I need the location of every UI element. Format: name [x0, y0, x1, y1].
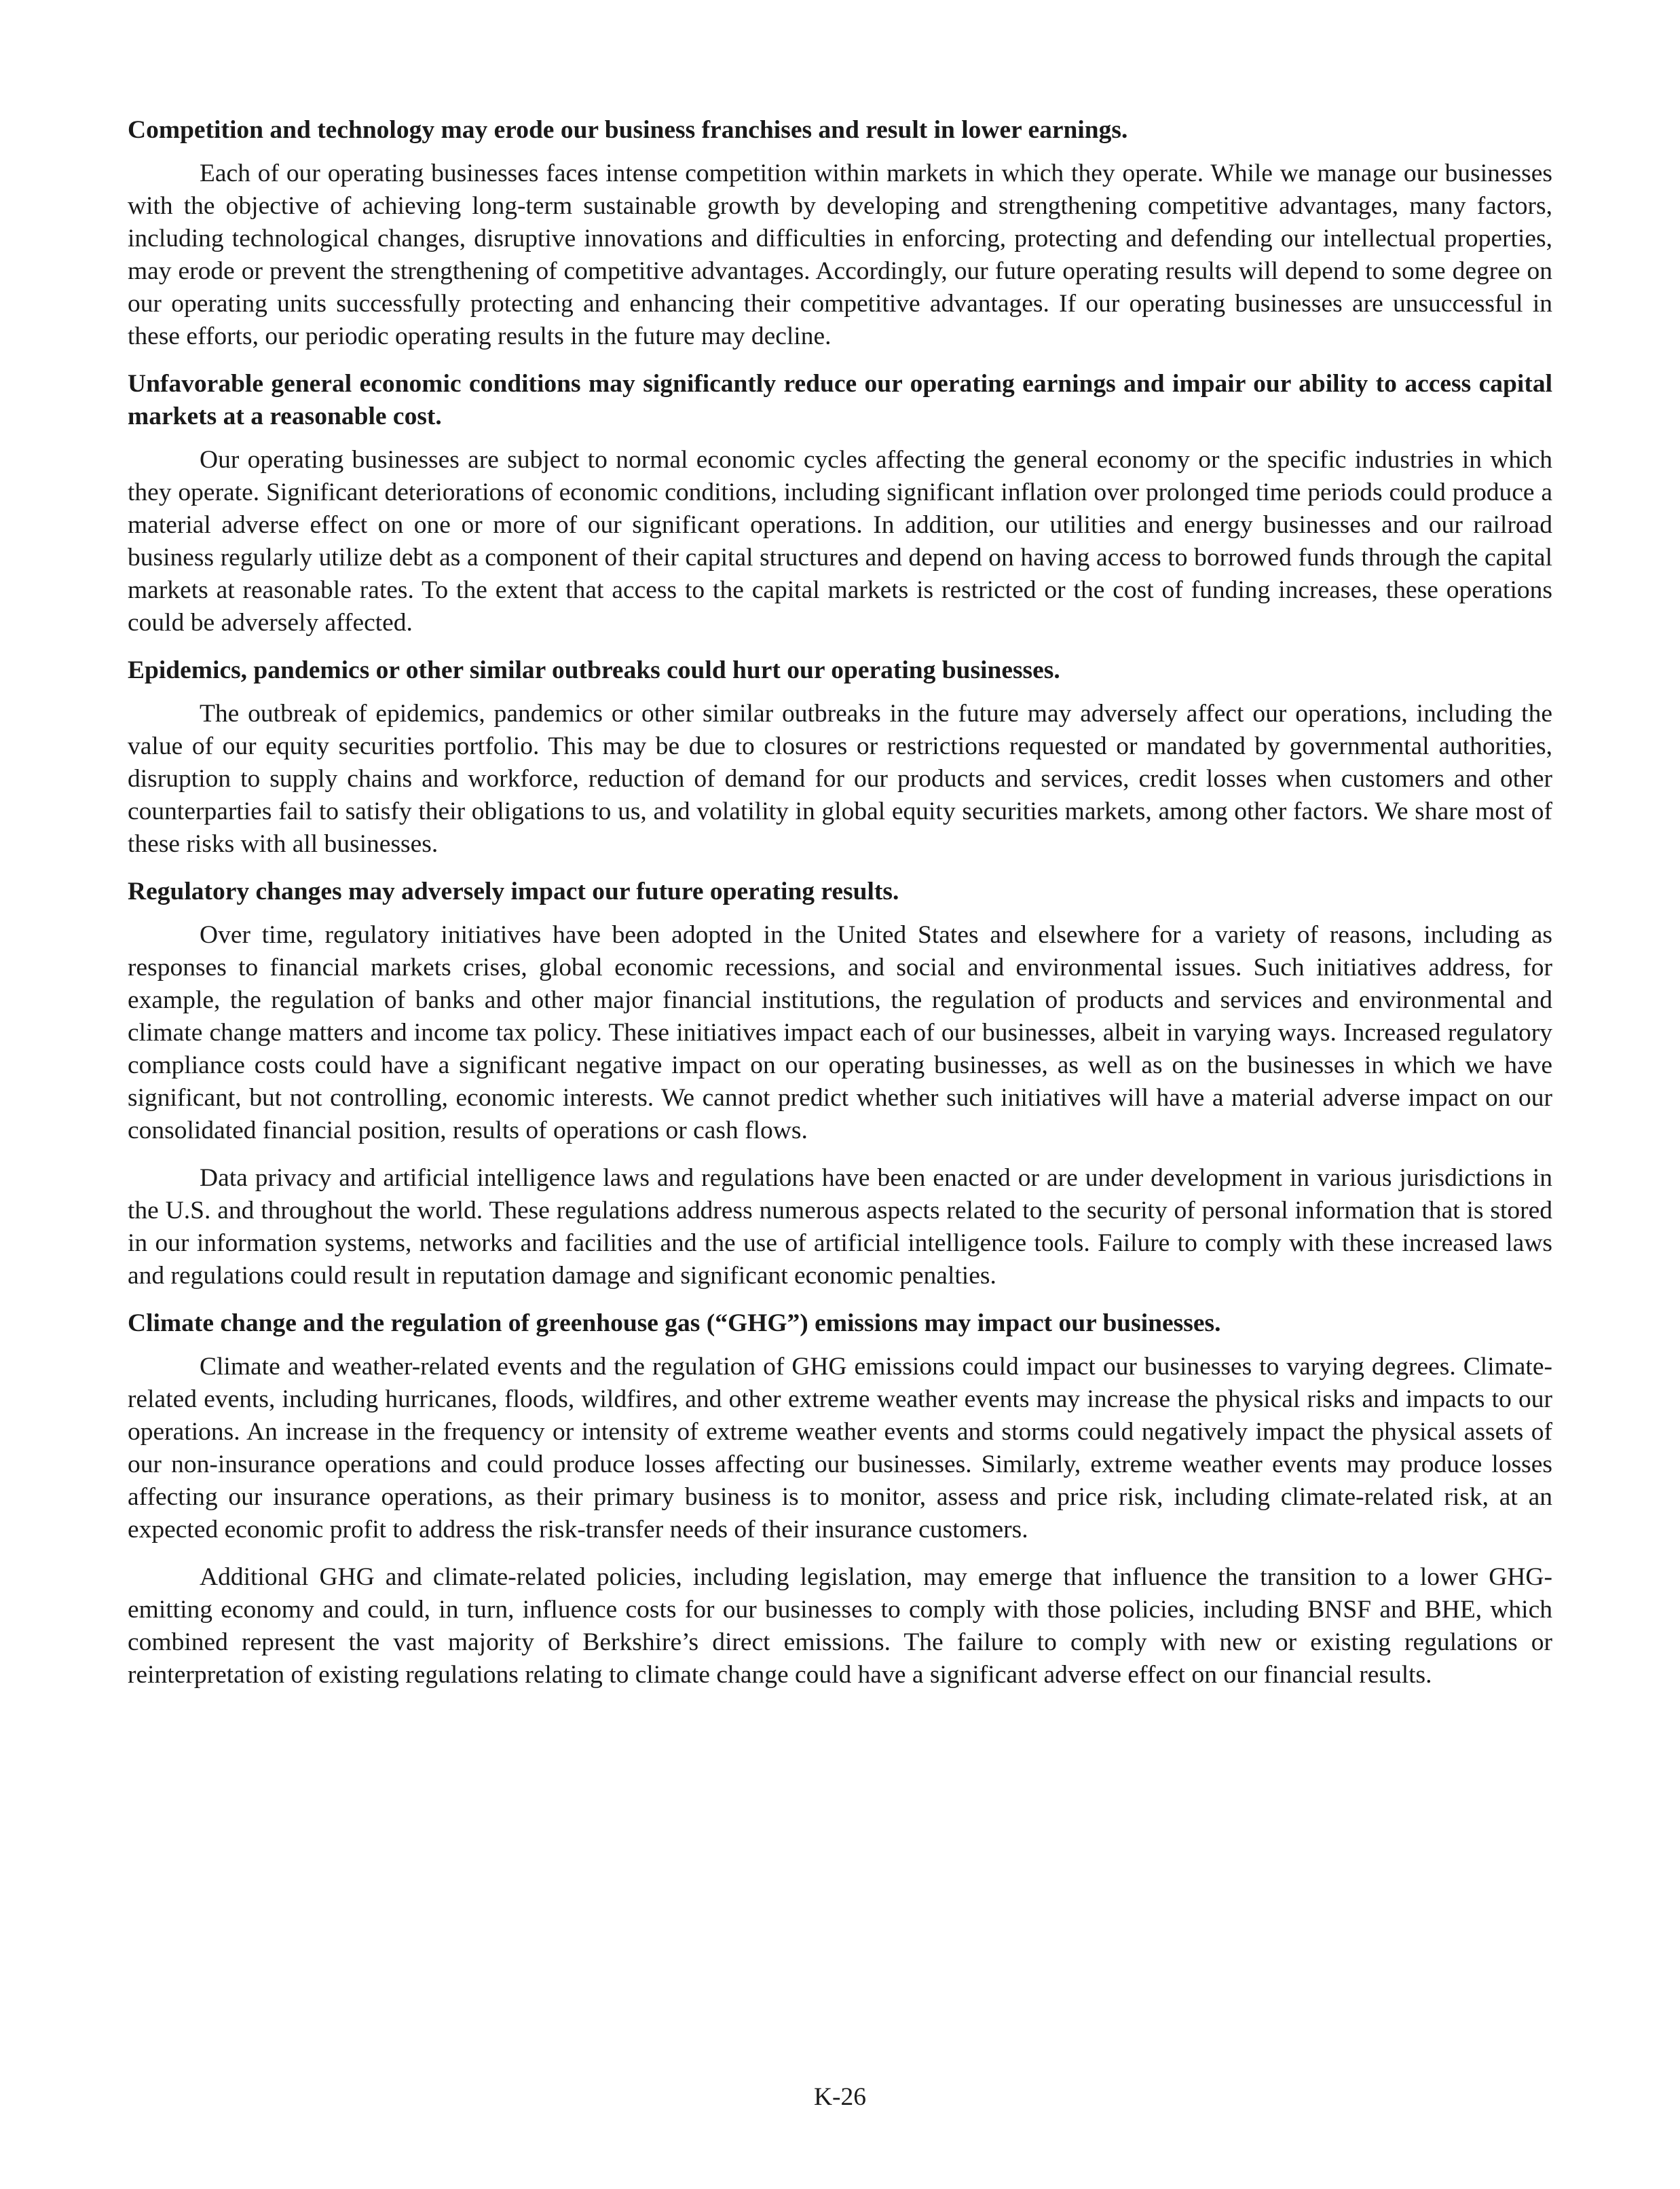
section-heading-climate: Climate change and the regulation of greenhouse gas (“GHG”) emissions may impact our businesses. — [128, 1309, 1221, 1337]
paragraph-ghg-policies: Additional GHG and climate-related policies, including legislation, may emerge that influence the transition to a lower GHG-emitting economy and could, in turn, influence costs for our businesses to comply with those policies, including BNSF and BHE, which combined represent the vast majority of Berkshire’s direct emissions. The failure to comply with new or existing regulations or reinterpretation of existing regulations relating to climate change could have a significant adverse effect on our financial results. — [128, 1563, 1552, 1689]
paragraph-climate-events: Climate and weather-related events and the regulation of GHG emissions could impact our businesses to varying degrees. Climate-related events, including hurricanes, floods, wildfires, and other extreme weather events may increase the physical risks and impacts to our operations. An increase in the frequency or intensity of extreme weather events and storms could negatively impact the physical assets of our non-insurance operations and could produce losses affecting our businesses. Similarly, extreme weather events may produce losses affecting our insurance operations, as their primary business is to monitor, assess and price risk, including climate-related risk, at an expected economic profit to address the risk-transfer needs of their insurance customers. — [128, 1353, 1552, 1543]
paragraph-data-privacy: Data privacy and artificial intelligence laws and regulations have been enacted or are under development in various jurisdictions in the U.S. and throughout the world. These regulations address numerous aspects related to the security of personal information that is stored in our information systems, networks and facilities and the use of artificial intelligence tools. Failure to comply with these increased laws and regulations could result in reputation damage and significant economic penalties. — [128, 1164, 1552, 1290]
section-heading-epidemics: Epidemics, pandemics or other similar outbreaks could hurt our operating businesses. — [128, 656, 1060, 684]
document-body — [128, 114, 1552, 1706]
section-heading-competition: Competition and technology may erode our business franchises and result in lower earnings. — [128, 116, 1128, 144]
paragraph-epidemics: The outbreak of epidemics, pandemics or other similar outbreaks in the future may adversely affect our operations, including the value of our equity securities portfolio. This may be due to closures or restrictions requested or mandated by governmental authorities, disruption to supply chains and workforce, reduction of demand for our products and services, credit losses when customers and other counterparties fail to satisfy their obligations to us, and volatility in global equity securities markets, among other factors. We share most of these risks with all businesses. — [128, 700, 1552, 858]
paragraph-regulatory-initiatives: Over time, regulatory initiatives have been adopted in the United States and elsewhere for a variety of reasons, including as responses to financial markets crises, global economic recessions, and social and environmental issues. Such initiatives address, for example, the regulation of banks and other major financial institutions, the regulation of products and services and environmental and climate change matters and income tax policy. These initiatives impact each of our businesses, albeit in varying ways. Increased regulatory compliance costs could have a significant negative impact on our operating businesses, as well as on the businesses in which we have significant, but not controlling, economic interests. We cannot predict whether such initiatives will have a material adverse impact on our consolidated financial position, results of operations or cash flows. — [128, 921, 1552, 1144]
paragraph-economic-conditions: Our operating businesses are subject to normal economic cycles affecting the general economy or the specific industries in which they operate. Significant deteriorations of economic conditions, including significant inflation over prolonged time periods could produce a material adverse effect on one or more of our significant operations. In addition, our utilities and energy businesses and our railroad business regularly utilize debt as a component of their capital structures and depend on having access to borrowed funds through the capital markets at reasonable rates. To the extent that access to the capital markets is restricted or the cost of funding increases, these operations could be adversely affected. — [128, 446, 1552, 637]
paragraph-competition: Each of our operating businesses faces intense competition within markets in which they operate. While we manage our businesses with the objective of achieving long-term sustainable growth by developing and strengthening competitive advantages, many factors, including technological changes, disruptive innovations and difficulties in enforcing, protecting and defending our intellectual properties, may erode or prevent the strengthening of competitive advantages. Accordingly, our future operating results will depend to some degree on our operating units successfully protecting and enhancing their competitive advantages. If our operating businesses are unsuccessful in these efforts, our periodic operating results in the future may decline. — [128, 160, 1552, 350]
section-heading-economic-conditions: Unfavorable general economic conditions may significantly reduce our operating earnings and impair our ability to access capital markets at a reasonable cost. — [128, 370, 1552, 430]
section-heading-regulatory: Regulatory changes may adversely impact our future operating results. — [128, 878, 899, 905]
page-number: K-26 — [813, 2083, 867, 2111]
